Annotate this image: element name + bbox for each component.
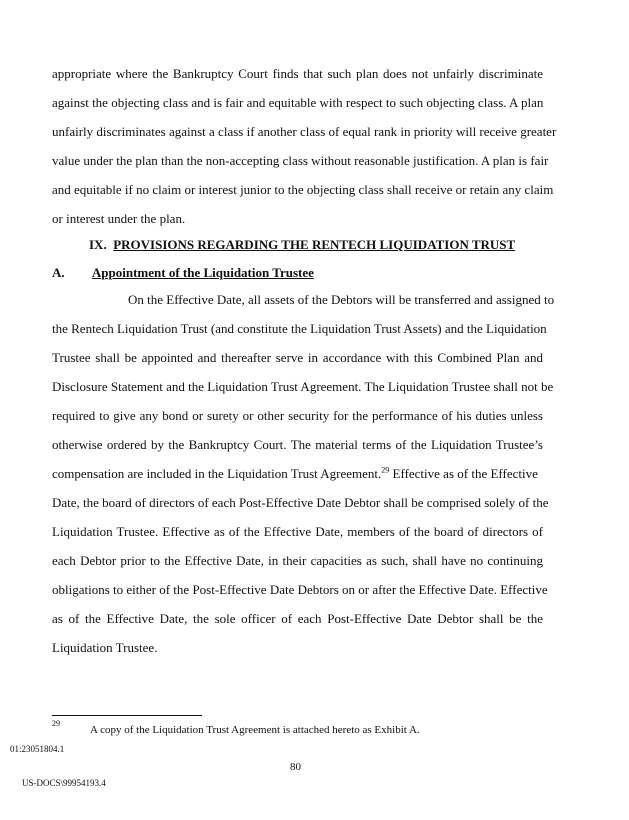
subsection-letter: A. bbox=[52, 265, 65, 280]
body-line: value under the plan than the non-accepting class without reasonable justification. A plan is fair bbox=[52, 153, 549, 168]
document-id: 01:23051804.1 bbox=[10, 744, 65, 754]
body-line: Trustee shall be appointed and thereafter serve in accordance with this Combined Plan and bbox=[52, 350, 543, 365]
body-line: each Debtor prior to the Effective Date, in their capacities as such, shall have no continuing bbox=[52, 553, 543, 568]
body-line-with-footnote bbox=[52, 466, 543, 482]
section-title: PROVISIONS REGARDING THE RENTECH LIQUIDATION TRUST bbox=[113, 237, 516, 252]
document-id: US-DOCS\99954193.4 bbox=[22, 778, 106, 788]
body-line: Date, the board of directors of each Post-Effective Date Debtor shall be comprised solely of the bbox=[52, 495, 549, 510]
body-line: unfairly discriminates against a class if another class of equal rank in priority will receive greater bbox=[52, 124, 557, 139]
page-number: 80 bbox=[290, 761, 301, 773]
body-line: as of the Effective Date, the sole officer of each Post-Effective Date Debtor shall be the bbox=[52, 611, 543, 626]
body-line: obligations to either of the Post-Effective Date Debtors on or after the Effective Date. Effective bbox=[52, 582, 548, 597]
footnote-text: A copy of the Liquidation Trust Agreement is attached hereto as Exhibit A. bbox=[90, 724, 420, 736]
body-line: Liquidation Trustee. bbox=[52, 640, 158, 655]
body-line: or interest under the plan. bbox=[52, 211, 186, 226]
body-text: Effective as of the Effective bbox=[389, 466, 538, 481]
subsection-heading bbox=[52, 265, 314, 281]
footnote-reference[interactable]: 29 bbox=[381, 465, 390, 475]
body-line: Liquidation Trustee. Effective as of the Effective Date, members of the board of directors of bbox=[52, 524, 543, 539]
body-line: Disclosure Statement and the Liquidation Trust Agreement. The Liquidation Trustee shall not be bbox=[52, 379, 554, 394]
body-line: and equitable if no claim or interest junior to the objecting class shall receive or retain any claim bbox=[52, 182, 554, 197]
footnote-divider bbox=[52, 715, 202, 716]
body-line: On the Effective Date, all assets of the Debtors will be transferred and assigned to bbox=[128, 292, 555, 307]
body-line: required to give any bond or surety or other security for the performance of his duties unless bbox=[52, 408, 543, 423]
body-text: compensation are included in the Liquidation Trust Agreement. bbox=[52, 466, 382, 481]
subsection-title: Appointment of the Liquidation Trustee bbox=[91, 265, 314, 280]
body-line: against the objecting class and is fair and equitable with respect to such objecting class. A plan bbox=[52, 95, 544, 110]
body-line: appropriate where the Bankruptcy Court finds that such plan does not unfairly discriminate bbox=[52, 66, 543, 81]
body-line: the Rentech Liquidation Trust (and constitute the Liquidation Trust Assets) and the Liquidation bbox=[52, 321, 547, 336]
section-number: IX. bbox=[89, 237, 107, 252]
body-line: otherwise ordered by the Bankruptcy Court. The material terms of the Liquidation Trustee’s bbox=[52, 437, 543, 452]
section-heading bbox=[89, 237, 515, 253]
footnote-number: 29 bbox=[52, 719, 60, 728]
